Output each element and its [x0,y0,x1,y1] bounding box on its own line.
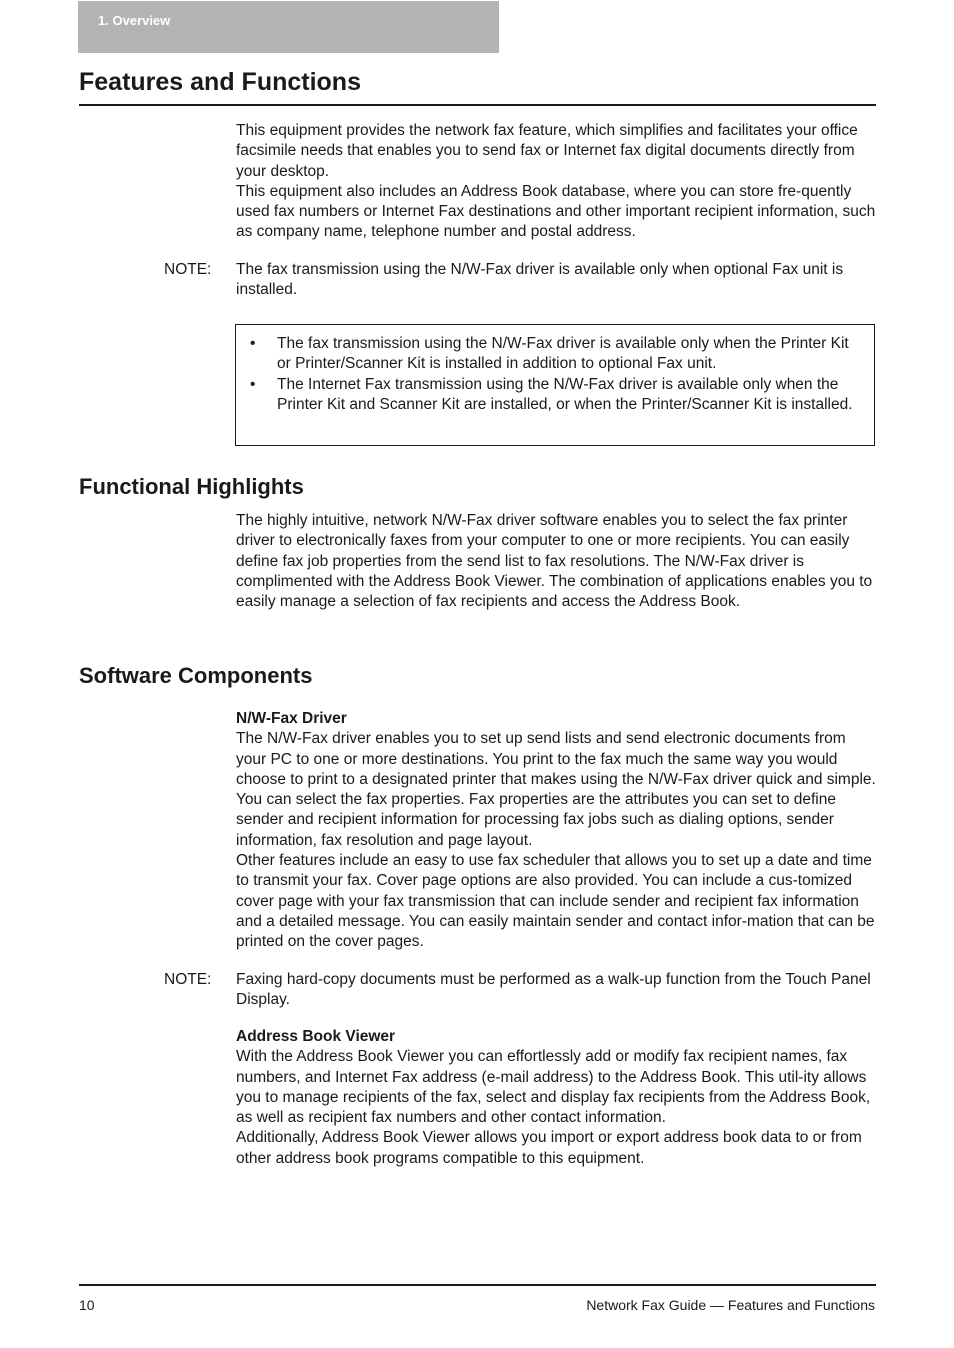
page-number: 10 [79,1297,95,1313]
viewer-section [236,1027,876,1169]
note-text-2: Faxing hard-copy documents must be performed as a walk-up function from the Touch Panel Display. [236,971,871,1009]
intro-paragraph-1: This equipment provides the network fax feature, which simplifies and facilitates your office facsimile needs that enables you to send fax or Internet fax digital documents directly from your desktop. [236,122,858,180]
list-item [250,334,862,375]
list-item [250,375,862,416]
driver-heading: N/W-Fax Driver [236,710,347,727]
viewer-heading: Address Book Viewer [236,1028,396,1045]
note-label-1: NOTE: [164,261,212,278]
bullet-icon: • [250,375,256,393]
viewer-paragraph-2: Additionally, Address Book Viewer allows you import or export address book data to or from other address book programs compatible to this equipment. [236,1129,862,1167]
note-text-1: The fax transmission using the N/W-Fax driver is available only when optional Fax unit is installed. [236,261,844,299]
list-item-text: The fax transmission using the N/W-Fax driver is available only when the Printer Kit or Printer/Scanner Kit is installed in addition to optional Fax unit. [277,335,849,373]
driver-paragraph-2: Other features include an easy to use fax scheduler that allows you to set up a date and time to transmit your fax. Cover page options are also provided. You can include a cus-tomized cover page with your fax transmission that can include sender and recipient fax information and a detailed message. You can easily maintain sender and contact infor-mation that can be printed on the cover pages. [236,852,875,951]
driver-paragraph-1: The N/W-Fax driver enables you to set up send lists and send electronic documents from your PC to one or more destinations. You print to the fax much the same way you would choose to print to a designated printer that makes using the N/W-Fax driver quick and simple. You can select the fax properties. Fax properties are the attributes you can set to define sender and recipient information for processing fax jobs such as dialing options, sender information, fax resolution and page layout. [236,730,876,849]
chapter-tab-label: 1. Overview [98,13,171,28]
note-box-list [250,334,862,415]
list-item-text: The Internet Fax transmission using the N/W-Fax driver is available only when the Printer Kit and Scanner Kit are installed, or when the Printer/Scanner Kit is installed. [277,375,853,413]
page-title: Features and Functions [79,68,361,96]
bullet-icon: • [250,335,256,352]
title-rule [79,104,876,106]
intro-paragraph-2: This equipment also includes an Address Book database, where you can store fre-quently used fax numbers or Internet Fax destinations and other important recipient information, such as company name, telephone number and postal address. [236,182,876,241]
section-heading-software-components: Software Components [79,663,313,688]
footer-rule [79,1284,876,1286]
chapter-tab [78,1,499,53]
section-heading-functional-highlights: Functional Highlights [79,474,304,499]
highlights-paragraph: The highly intuitive, network N/W-Fax driver software enables you to select the fax printer driver to electronically faxes from your computer to one or more recipients. You can easily define fax job properties from the send list to fax resolutions. The N/W-Fax driver is complimented with the Address Book Viewer. The combination of applications enables you to easily manage a selection of fax recipients and access the Address Book. [236,512,873,611]
viewer-paragraph-1: With the Address Book Viewer you can effortlessly add or modify fax recipient names, fax numbers, and Internet Fax address (e-mail address) to the Address Book. This util-ity allows you to manage recipients of the fax, select and display fax recipients from the Address Book, as well as recipient fax numbers and other contact information. [236,1048,871,1127]
intro-text [236,121,876,243]
note-label-2: NOTE: [164,971,212,988]
driver-section [236,709,876,953]
note-box [235,324,875,446]
footer-title: Network Fax Guide — Features and Functions [586,1297,875,1313]
